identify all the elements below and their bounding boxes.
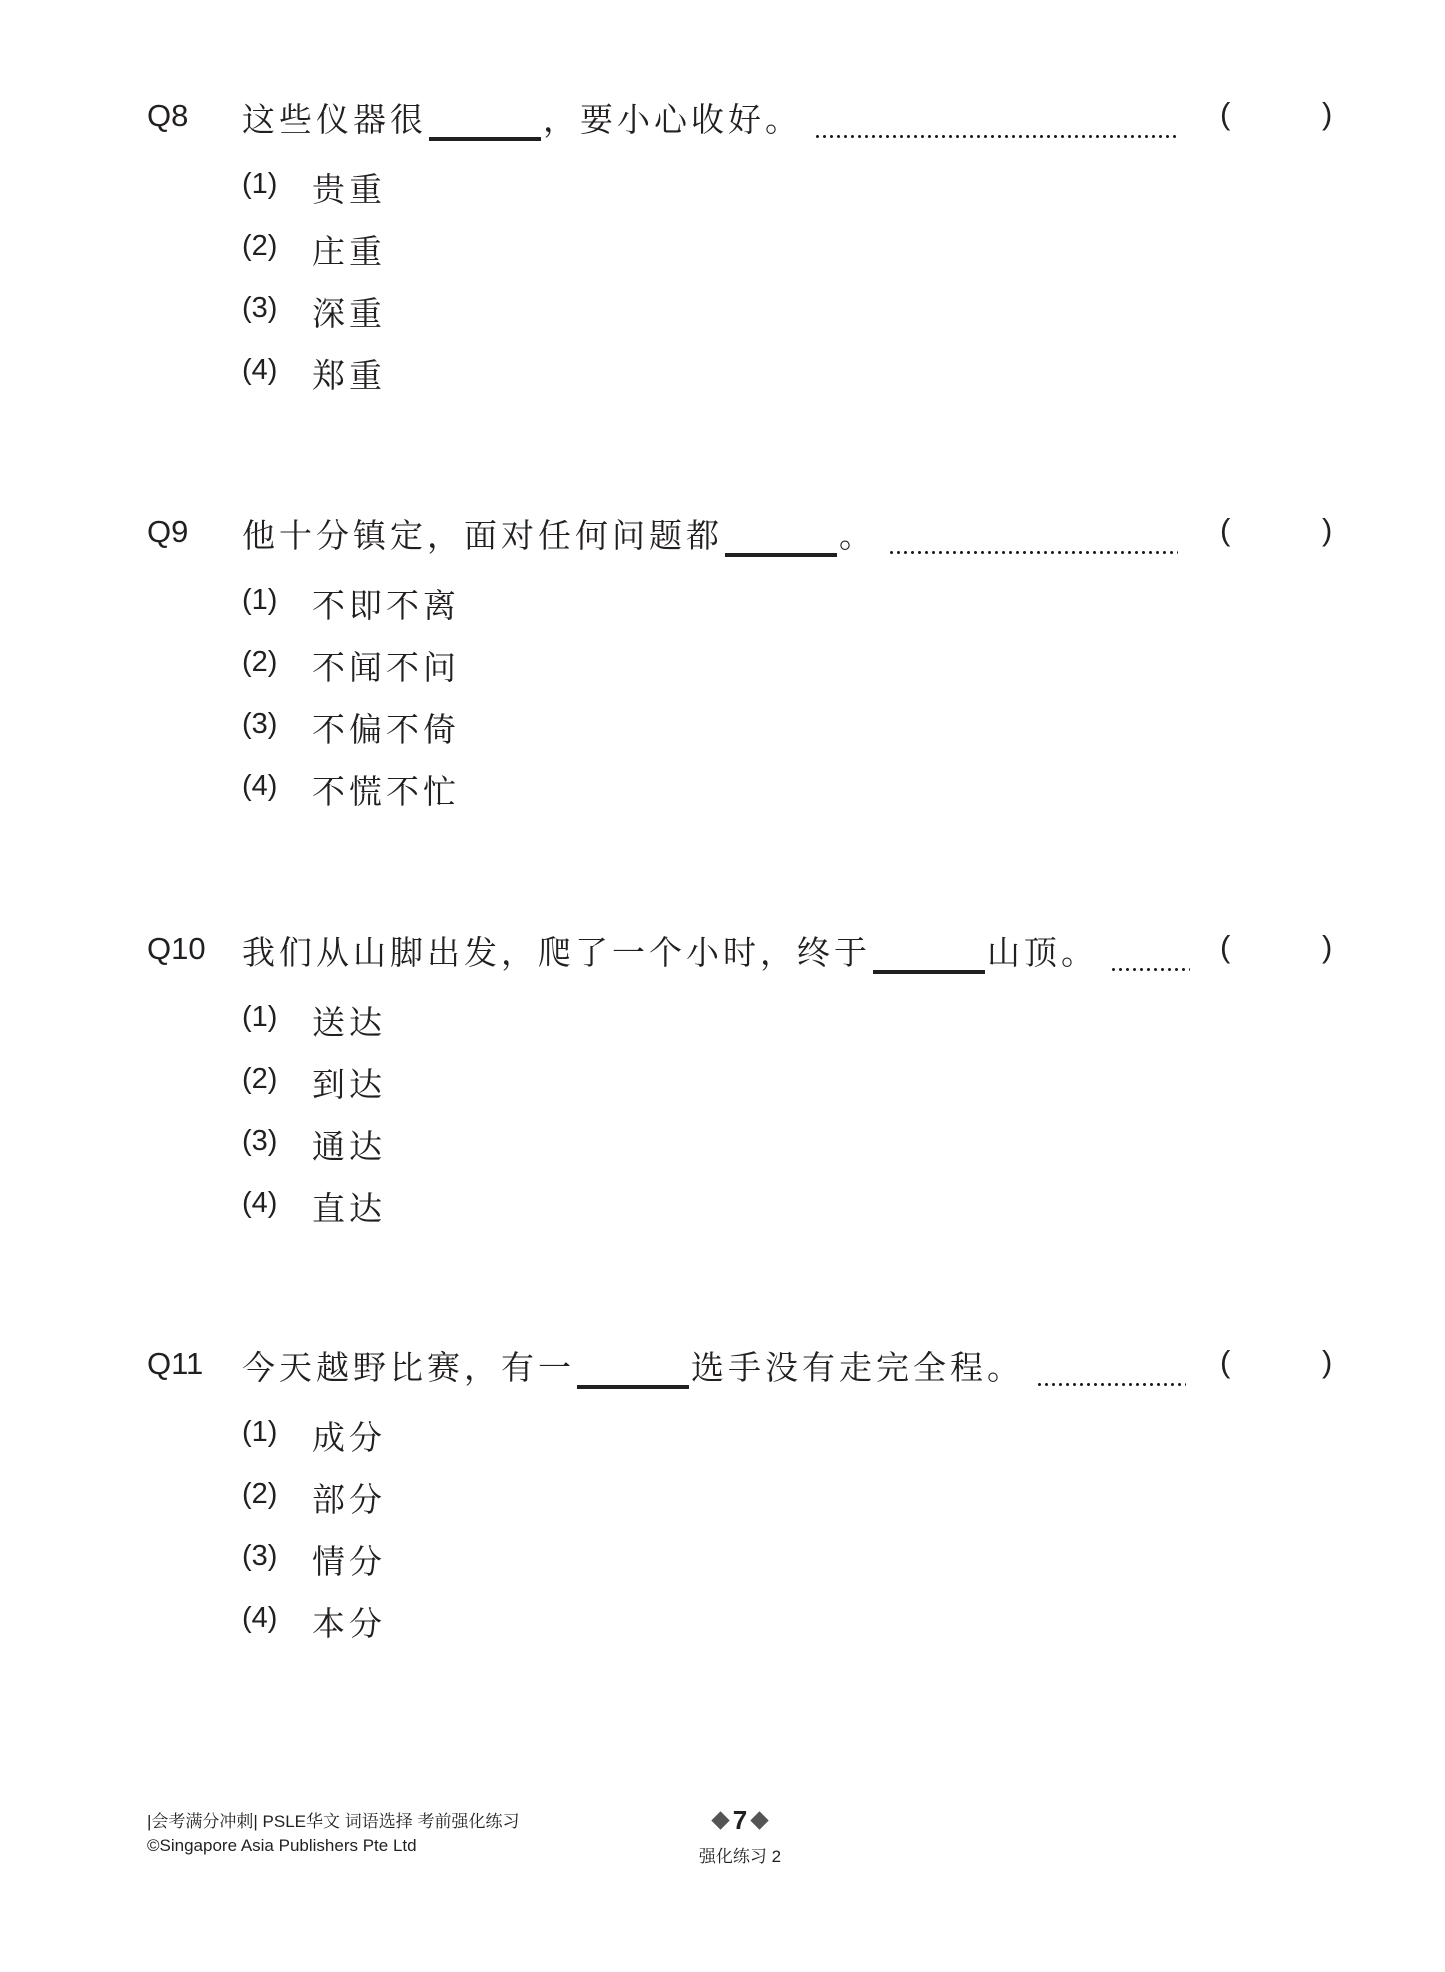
option-number: (1) xyxy=(242,584,278,616)
option-list xyxy=(242,997,542,1245)
option-number: (1) xyxy=(242,168,278,200)
sentence-after-blank: 山顶。 xyxy=(987,933,1098,972)
option-number: (4) xyxy=(242,770,278,802)
option-number: (4) xyxy=(242,1187,278,1219)
diamond-icon xyxy=(711,1811,729,1829)
option-text: 深重 xyxy=(312,294,386,333)
page-number-line xyxy=(660,1805,820,1836)
option-text: 送达 xyxy=(312,1003,386,1042)
question-number: Q10 xyxy=(147,931,206,966)
section-label: 强化练习 2 xyxy=(698,1847,782,1866)
question-q10 xyxy=(147,925,1347,1228)
dotted-leader xyxy=(888,521,1178,557)
option-item xyxy=(242,997,542,1059)
option-text: 不偏不倚 xyxy=(312,710,460,749)
option-text: 部分 xyxy=(312,1480,386,1519)
option-text: 贵重 xyxy=(312,170,386,209)
answer-paren-open: ( xyxy=(1220,1344,1231,1379)
option-text: 情分 xyxy=(312,1542,386,1581)
option-text: 本分 xyxy=(312,1604,386,1643)
option-item xyxy=(242,1598,542,1660)
answer-paren-open: ( xyxy=(1220,96,1231,131)
option-number: (3) xyxy=(242,1125,278,1157)
option-text: 直达 xyxy=(312,1189,386,1228)
answer-paren-open: ( xyxy=(1220,929,1231,964)
question-sentence xyxy=(242,94,1179,141)
option-item xyxy=(242,226,542,288)
option-number: (2) xyxy=(242,230,278,262)
option-number: (2) xyxy=(242,1478,278,1510)
option-item xyxy=(242,1536,542,1598)
option-item xyxy=(242,766,542,828)
option-number: (2) xyxy=(242,1063,278,1095)
option-list xyxy=(242,164,542,412)
option-number: (2) xyxy=(242,646,278,678)
option-number: (4) xyxy=(242,354,278,386)
option-item xyxy=(242,642,542,704)
option-list xyxy=(242,580,542,828)
option-number: (1) xyxy=(242,1001,278,1033)
question-stem xyxy=(147,1340,1347,1390)
copyright-notice: ©Singapore Asia Publishers Pte Ltd xyxy=(147,1836,417,1855)
question-stem xyxy=(147,508,1347,558)
answer-paren-open: ( xyxy=(1220,512,1231,547)
question-stem xyxy=(147,925,1347,975)
question-sentence xyxy=(242,510,1178,557)
option-item xyxy=(242,1474,542,1536)
question-sentence xyxy=(242,927,1190,974)
option-text: 通达 xyxy=(312,1127,386,1166)
option-text: 不慌不忙 xyxy=(312,772,460,811)
sentence-before-blank: 我们从山脚出发，爬了一个小时，终于 xyxy=(242,933,871,972)
answer-paren-close: ) xyxy=(1322,512,1333,547)
option-text: 庄重 xyxy=(312,232,386,271)
option-list xyxy=(242,1412,542,1660)
question-stem xyxy=(147,92,1347,142)
footer-page-info xyxy=(660,1805,820,1867)
question-sentence xyxy=(242,1342,1186,1389)
question-q9 xyxy=(147,508,1347,811)
sentence-before-blank: 这些仪器很 xyxy=(242,100,427,139)
answer-paren-close: ) xyxy=(1322,929,1333,964)
option-text: 不即不离 xyxy=(312,586,460,625)
option-number: (3) xyxy=(242,1540,278,1572)
option-number: (4) xyxy=(242,1602,278,1634)
option-item xyxy=(242,288,542,350)
answer-paren-close: ) xyxy=(1322,1344,1333,1379)
option-item xyxy=(242,350,542,412)
answer-paren-close: ) xyxy=(1322,96,1333,131)
option-item xyxy=(242,1059,542,1121)
option-item xyxy=(242,580,542,642)
option-item xyxy=(242,1121,542,1183)
option-number: (1) xyxy=(242,1416,278,1448)
sentence-before-blank: 他十分镇定，面对任何问题都 xyxy=(242,516,723,555)
dotted-leader xyxy=(814,105,1179,141)
option-text: 郑重 xyxy=(312,356,386,395)
answer-blank xyxy=(577,1349,689,1389)
sentence-before-blank: 今天越野比赛，有一 xyxy=(242,1348,575,1387)
question-number: Q8 xyxy=(147,98,189,133)
option-text: 成分 xyxy=(312,1418,386,1457)
option-text: 到达 xyxy=(312,1065,386,1104)
option-text: 不闻不问 xyxy=(312,648,460,687)
dotted-leader xyxy=(1110,938,1190,974)
dotted-leader xyxy=(1036,1353,1186,1389)
option-number: (3) xyxy=(242,292,278,324)
answer-blank xyxy=(725,517,837,557)
option-item xyxy=(242,1183,542,1245)
sentence-after-blank: 。 xyxy=(839,516,876,555)
option-item xyxy=(242,704,542,766)
sentence-after-blank: 选手没有走完全程。 xyxy=(691,1348,1024,1387)
footer-publisher xyxy=(147,1810,519,1858)
answer-blank xyxy=(873,934,985,974)
option-item xyxy=(242,164,542,226)
question-number: Q9 xyxy=(147,514,189,549)
option-item xyxy=(242,1412,542,1474)
question-number: Q11 xyxy=(147,1346,204,1381)
question-q8 xyxy=(147,92,1347,395)
option-number: (3) xyxy=(242,708,278,740)
page-number: 7 xyxy=(732,1805,748,1835)
series-title: |会考满分冲刺| PSLE华文 词语选择 考前强化练习 xyxy=(147,1812,520,1831)
diamond-icon xyxy=(751,1811,769,1829)
question-q11 xyxy=(147,1340,1347,1643)
sentence-after-blank: ，要小心收好。 xyxy=(543,100,802,139)
answer-blank xyxy=(429,101,541,141)
